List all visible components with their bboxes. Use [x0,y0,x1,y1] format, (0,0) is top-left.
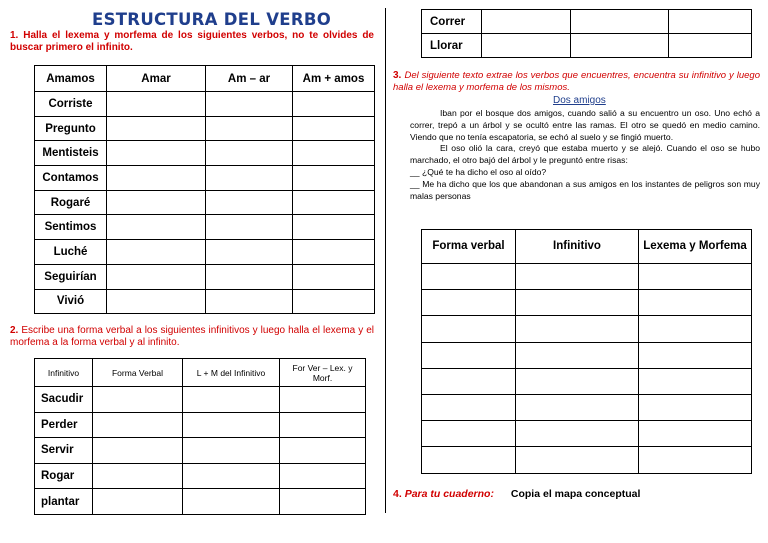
verb-cell: Luché [35,240,107,265]
q4-number: 4. [393,488,402,500]
q4-line [393,488,640,500]
answer-cell[interactable] [183,489,280,515]
verb-cell: Rogaré [35,190,107,215]
story-text [410,108,760,202]
answer-cell[interactable] [293,92,375,117]
answer-cell[interactable] [206,166,293,191]
q1-number: 1. [10,30,19,41]
table-row [35,166,375,191]
q2-number: 2. [10,325,19,336]
q1-continued-table [421,9,752,58]
verb-cell: Contamos [35,166,107,191]
q2-header-row [35,359,366,387]
answer-cell[interactable] [516,342,639,368]
answer-cell[interactable] [93,412,183,438]
answer-cell[interactable] [206,215,293,240]
answer-cell[interactable] [571,10,669,34]
q2-table [34,358,366,515]
table-row [35,438,366,464]
story-paragraph: __ Me ha dicho que los que abandonan a sus amigos en los instantes de peligros son muy malas personas [410,178,760,201]
q3-header-cell: Forma verbal [422,230,516,264]
answer-cell[interactable] [516,316,639,342]
answer-cell[interactable] [93,489,183,515]
verb-cell: Pregunto [35,116,107,141]
answer-cell[interactable] [293,190,375,215]
table-row [422,421,752,447]
answer-cell[interactable] [516,290,639,316]
table-row [422,342,752,368]
q1-header-cell: Amar [107,66,206,92]
q4-text: Copia el mapa conceptual [510,488,641,500]
q4-label: Para tu cuaderno: [404,488,494,500]
verb-cell: Sentimos [35,215,107,240]
table-row [35,240,375,265]
answer-cell[interactable] [107,166,206,191]
table-row [35,489,366,515]
table-row [35,289,375,314]
answer-cell[interactable] [516,394,639,420]
answer-cell[interactable] [280,412,366,438]
answer-cell[interactable] [571,34,669,58]
answer-cell[interactable] [669,34,752,58]
answer-cell[interactable] [183,412,280,438]
answer-cell[interactable] [293,289,375,314]
verb-cell: Correr [422,10,482,34]
answer-cell[interactable] [482,10,571,34]
answer-cell[interactable] [639,368,752,394]
answer-cell[interactable] [206,116,293,141]
table-row [35,215,375,240]
q1-table [34,65,375,314]
answer-cell[interactable] [93,438,183,464]
answer-cell[interactable] [183,438,280,464]
answer-cell[interactable] [183,463,280,489]
answer-cell[interactable] [516,264,639,290]
story-paragraph: __ ¿Qué te ha dicho el oso al oído? [410,166,547,177]
story-paragraph: Iban por el bosque dos amigos, cuando salió a su encuentro un oso. Uno echó a correr, trepó a un árbol y se ocultó entre las ramas. El otro se quedó en medio camino. Viendo que no tenía escapatoria, se echó al suelo y se fingió muerto. [410,108,760,142]
table-row [422,264,752,290]
answer-cell[interactable] [280,438,366,464]
answer-cell[interactable] [482,34,571,58]
table-row [35,387,366,413]
answer-cell[interactable] [422,290,516,316]
answer-cell[interactable] [280,387,366,413]
column-divider [385,8,386,513]
table-row [422,447,752,473]
answer-cell[interactable] [293,215,375,240]
table-row [35,190,375,215]
answer-cell[interactable] [422,447,516,473]
answer-cell[interactable] [206,190,293,215]
story-paragraph: El oso olió la cara, creyó que estaba muerto y se alejó. Cuando el oso se hubo marchado, el otro bajó del árbol y le preguntó entre risas: [410,143,760,166]
answer-cell[interactable] [293,240,375,265]
answer-cell[interactable] [422,394,516,420]
answer-cell[interactable] [206,92,293,117]
table-row [35,92,375,117]
q1-header-row [35,66,375,92]
answer-cell[interactable] [280,463,366,489]
q2-header-cell: Infinitivo [35,359,93,387]
page-title: ESTRUCTURA DEL VERBO [92,10,332,29]
answer-cell[interactable] [107,215,206,240]
answer-cell[interactable] [107,92,206,117]
verb-cell: Corriste [35,92,107,117]
answer-cell[interactable] [422,316,516,342]
answer-cell[interactable] [293,264,375,289]
q1-header-cell: Am + amos [293,66,375,92]
answer-cell[interactable] [639,342,752,368]
answer-cell[interactable] [206,141,293,166]
answer-cell[interactable] [422,421,516,447]
q2-header-cell: Forma Verbal [93,359,183,387]
infinitive-cell: Perder [35,412,93,438]
answer-cell[interactable] [107,116,206,141]
table-row [422,394,752,420]
q3-number: 3. [393,70,402,81]
q1-header-cell: Amamos [35,66,107,92]
answer-cell[interactable] [107,240,206,265]
table-row [35,264,375,289]
q2-instruction [10,325,374,349]
answer-cell[interactable] [293,166,375,191]
answer-cell[interactable] [639,290,752,316]
table-row [422,290,752,316]
answer-cell[interactable] [422,368,516,394]
q3-header-row [422,230,752,264]
table-row [422,34,752,58]
q3-header-cell: Lexema y Morfema [639,230,752,264]
q3-instruction [393,70,760,93]
answer-cell[interactable] [422,264,516,290]
answer-cell[interactable] [669,10,752,34]
answer-cell[interactable] [639,447,752,473]
answer-cell[interactable] [422,342,516,368]
table-row [422,368,752,394]
answer-cell[interactable] [516,447,639,473]
verb-cell: Seguirían [35,264,107,289]
q1-header-cell: Am – ar [206,66,293,92]
answer-cell[interactable] [183,387,280,413]
q1-instruction [10,30,374,54]
q3-text: Del siguiente texto extrae los verbos que encuentres, encuentra su infinitivo y luego halla el lexema y morfema de los mismos. [393,70,760,93]
q2-header-cell: L + M del Infinitivo [183,359,280,387]
q2-text: Escribe una forma verbal a los siguientes infinitivos y luego halla el lexema y el morfema a la forma verbal y al infinito. [10,325,375,348]
answer-cell[interactable] [639,264,752,290]
infinitive-cell: Sacudir [35,387,93,413]
q3-table [421,229,752,474]
answer-cell[interactable] [93,387,183,413]
answer-cell[interactable] [107,141,206,166]
verb-cell: Vivió [35,289,107,314]
story-title: Dos amigos [553,95,606,106]
table-row [35,141,375,166]
answer-cell[interactable] [639,394,752,420]
answer-cell[interactable] [93,463,183,489]
answer-cell[interactable] [639,421,752,447]
q2-header-cell: For Ver – Lex. y Morf. [280,359,366,387]
answer-cell[interactable] [516,368,639,394]
answer-cell[interactable] [516,421,639,447]
verb-cell: Llorar [422,34,482,58]
table-row [422,316,752,342]
table-row [422,10,752,34]
verb-cell: Mentisteis [35,141,107,166]
answer-cell[interactable] [293,116,375,141]
answer-cell[interactable] [639,316,752,342]
infinitive-cell: Servir [35,438,93,464]
answer-cell[interactable] [107,190,206,215]
table-row [35,412,366,438]
answer-cell[interactable] [293,141,375,166]
answer-cell[interactable] [206,240,293,265]
infinitive-cell: plantar [35,489,93,515]
infinitive-cell: Rogar [35,463,93,489]
answer-cell[interactable] [107,264,206,289]
table-row [35,463,366,489]
table-row [35,116,375,141]
q3-header-cell: Infinitivo [516,230,639,264]
answer-cell[interactable] [206,289,293,314]
answer-cell[interactable] [206,264,293,289]
q1-text: Halla el lexema y morfema de los siguientes verbos, no te olvides de buscar primero el infinito. [10,30,374,53]
answer-cell[interactable] [107,289,206,314]
answer-cell[interactable] [280,489,366,515]
